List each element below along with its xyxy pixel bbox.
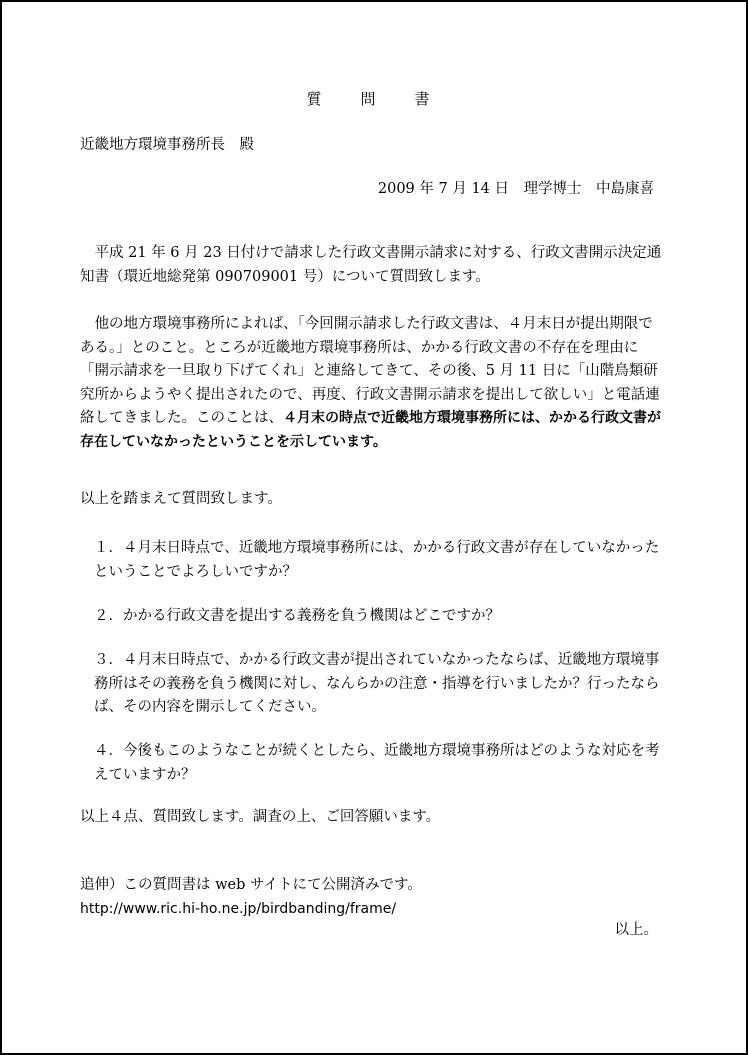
question-1: １．４月末日時点で、近畿地方環境事務所には、かかる行政文書が存在していなかったということでよろしいですか？ [94, 540, 660, 580]
question-2: ２．かかる行政文書を提出する義務を負う機関はどこですか？ [94, 608, 500, 624]
question-3: ３．４月末日時点で、かかる行政文書が提出されていなかったならば、近畿地方環境事務所はその義務を負う機関に対し、なんらかの注意・指導を行いましたか？行ったならば、その内容を開示してください。 [94, 652, 660, 715]
question-4: ４．今後もこのようなことが続くとしたら、近畿地方環境事務所はどのような対応を考えていますか？ [94, 743, 660, 783]
postscript: 追伸）この質問書は web サイトにて公開済みです。 [80, 877, 422, 893]
closing-text: 以上４点、質問致します。調査の上、ご回答願います。 [80, 809, 441, 825]
website-url[interactable]: http://www.ric.hi-ho.ne.jp/birdbanding/frame/ [80, 901, 397, 917]
paragraph-1: 平成 21 年 6 月 23 日付けで請求した行政文書開示請求に対する、行政文書開示決定通知書（環近地総発第 090709001 号）について質問致します。 [80, 245, 662, 285]
paragraph-2-emphasis: ４月末の時点で近畿地方環境事務所には、かかる行政文書が存在していなかったということを示しています。 [80, 410, 661, 450]
end-mark: 以上。 [614, 922, 658, 938]
questions-intro: 以上を踏まえて質問致します。 [80, 491, 282, 507]
recipient: 近畿地方環境事務所長 殿 [80, 137, 254, 153]
paragraph-2-text: 他の地方環境事務所によれば、「今回開示請求した行政文書は、４月末日が提出期限である。」とのこと。ところが近畿地方環境事務所は、かかる行政文書の不存在を理由に「開示請求を一旦取り下げてくれ」と連絡してきて、その後、5 月 11 日に「山階鳥類研究所からようやく提出されたので、再度、行政文書開示請求を提出して欲しい」と電話連絡してきました。このことは、 [80, 316, 660, 426]
paragraph-2 [80, 313, 664, 454]
date-and-author: 2009 年 7 月 14 日 理学博士 中島康喜 [377, 181, 654, 197]
document-title: 質 問 書 [306, 90, 442, 108]
